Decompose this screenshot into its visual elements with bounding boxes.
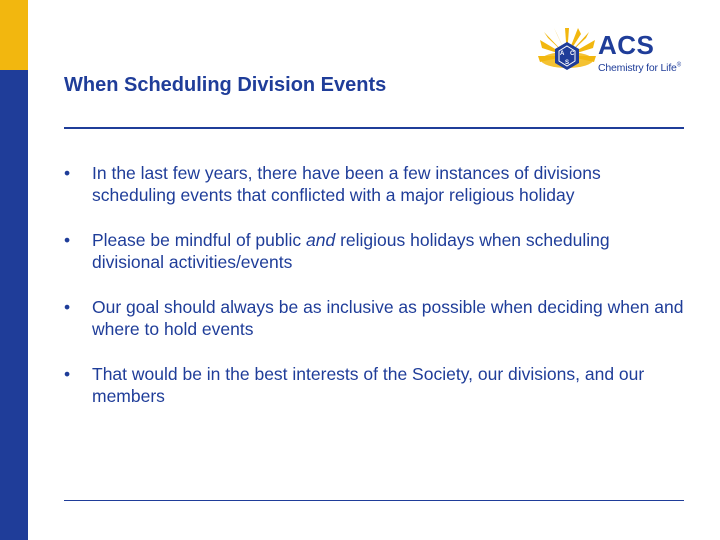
- bullet-list: [64, 162, 684, 430]
- footer-divider: [64, 500, 684, 501]
- bullet-text: Please be mindful of public and religious holidays when scheduling divisional activities/events: [92, 230, 610, 272]
- bullet-item-2: [64, 229, 684, 273]
- bullet-marker: •: [64, 297, 71, 317]
- left-brand-bar-accent: [0, 0, 28, 70]
- acs-seal-icon: [538, 28, 596, 86]
- svg-text:C: C: [570, 51, 575, 57]
- acs-logo: [538, 28, 688, 88]
- bullet-text: Our goal should always be as inclusive as possible when deciding when and where to hold events: [92, 297, 684, 339]
- svg-text:A: A: [560, 51, 565, 57]
- svg-text:S: S: [565, 60, 570, 66]
- bullet-marker: •: [64, 163, 71, 183]
- bullet-marker: •: [64, 230, 71, 250]
- left-brand-bar: [0, 0, 28, 540]
- logo-tagline: Chemistry for Life®: [598, 62, 681, 74]
- header-divider: [64, 127, 684, 129]
- slide-title: When Scheduling Division Events: [64, 74, 387, 96]
- bullet-emphasis: and: [306, 230, 336, 250]
- bullet-text: That would be in the best interests of the Society, our divisions, and our members: [92, 364, 645, 406]
- bullet-item-4: [64, 363, 684, 407]
- bullet-text: In the last few years, there have been a few instances of divisions scheduling events that conflicted with a major religious holiday: [92, 163, 601, 205]
- bullet-marker: •: [64, 364, 71, 384]
- bullet-item-1: [64, 162, 684, 206]
- logo-name: ACS: [598, 30, 655, 60]
- bullet-item-3: [64, 296, 684, 340]
